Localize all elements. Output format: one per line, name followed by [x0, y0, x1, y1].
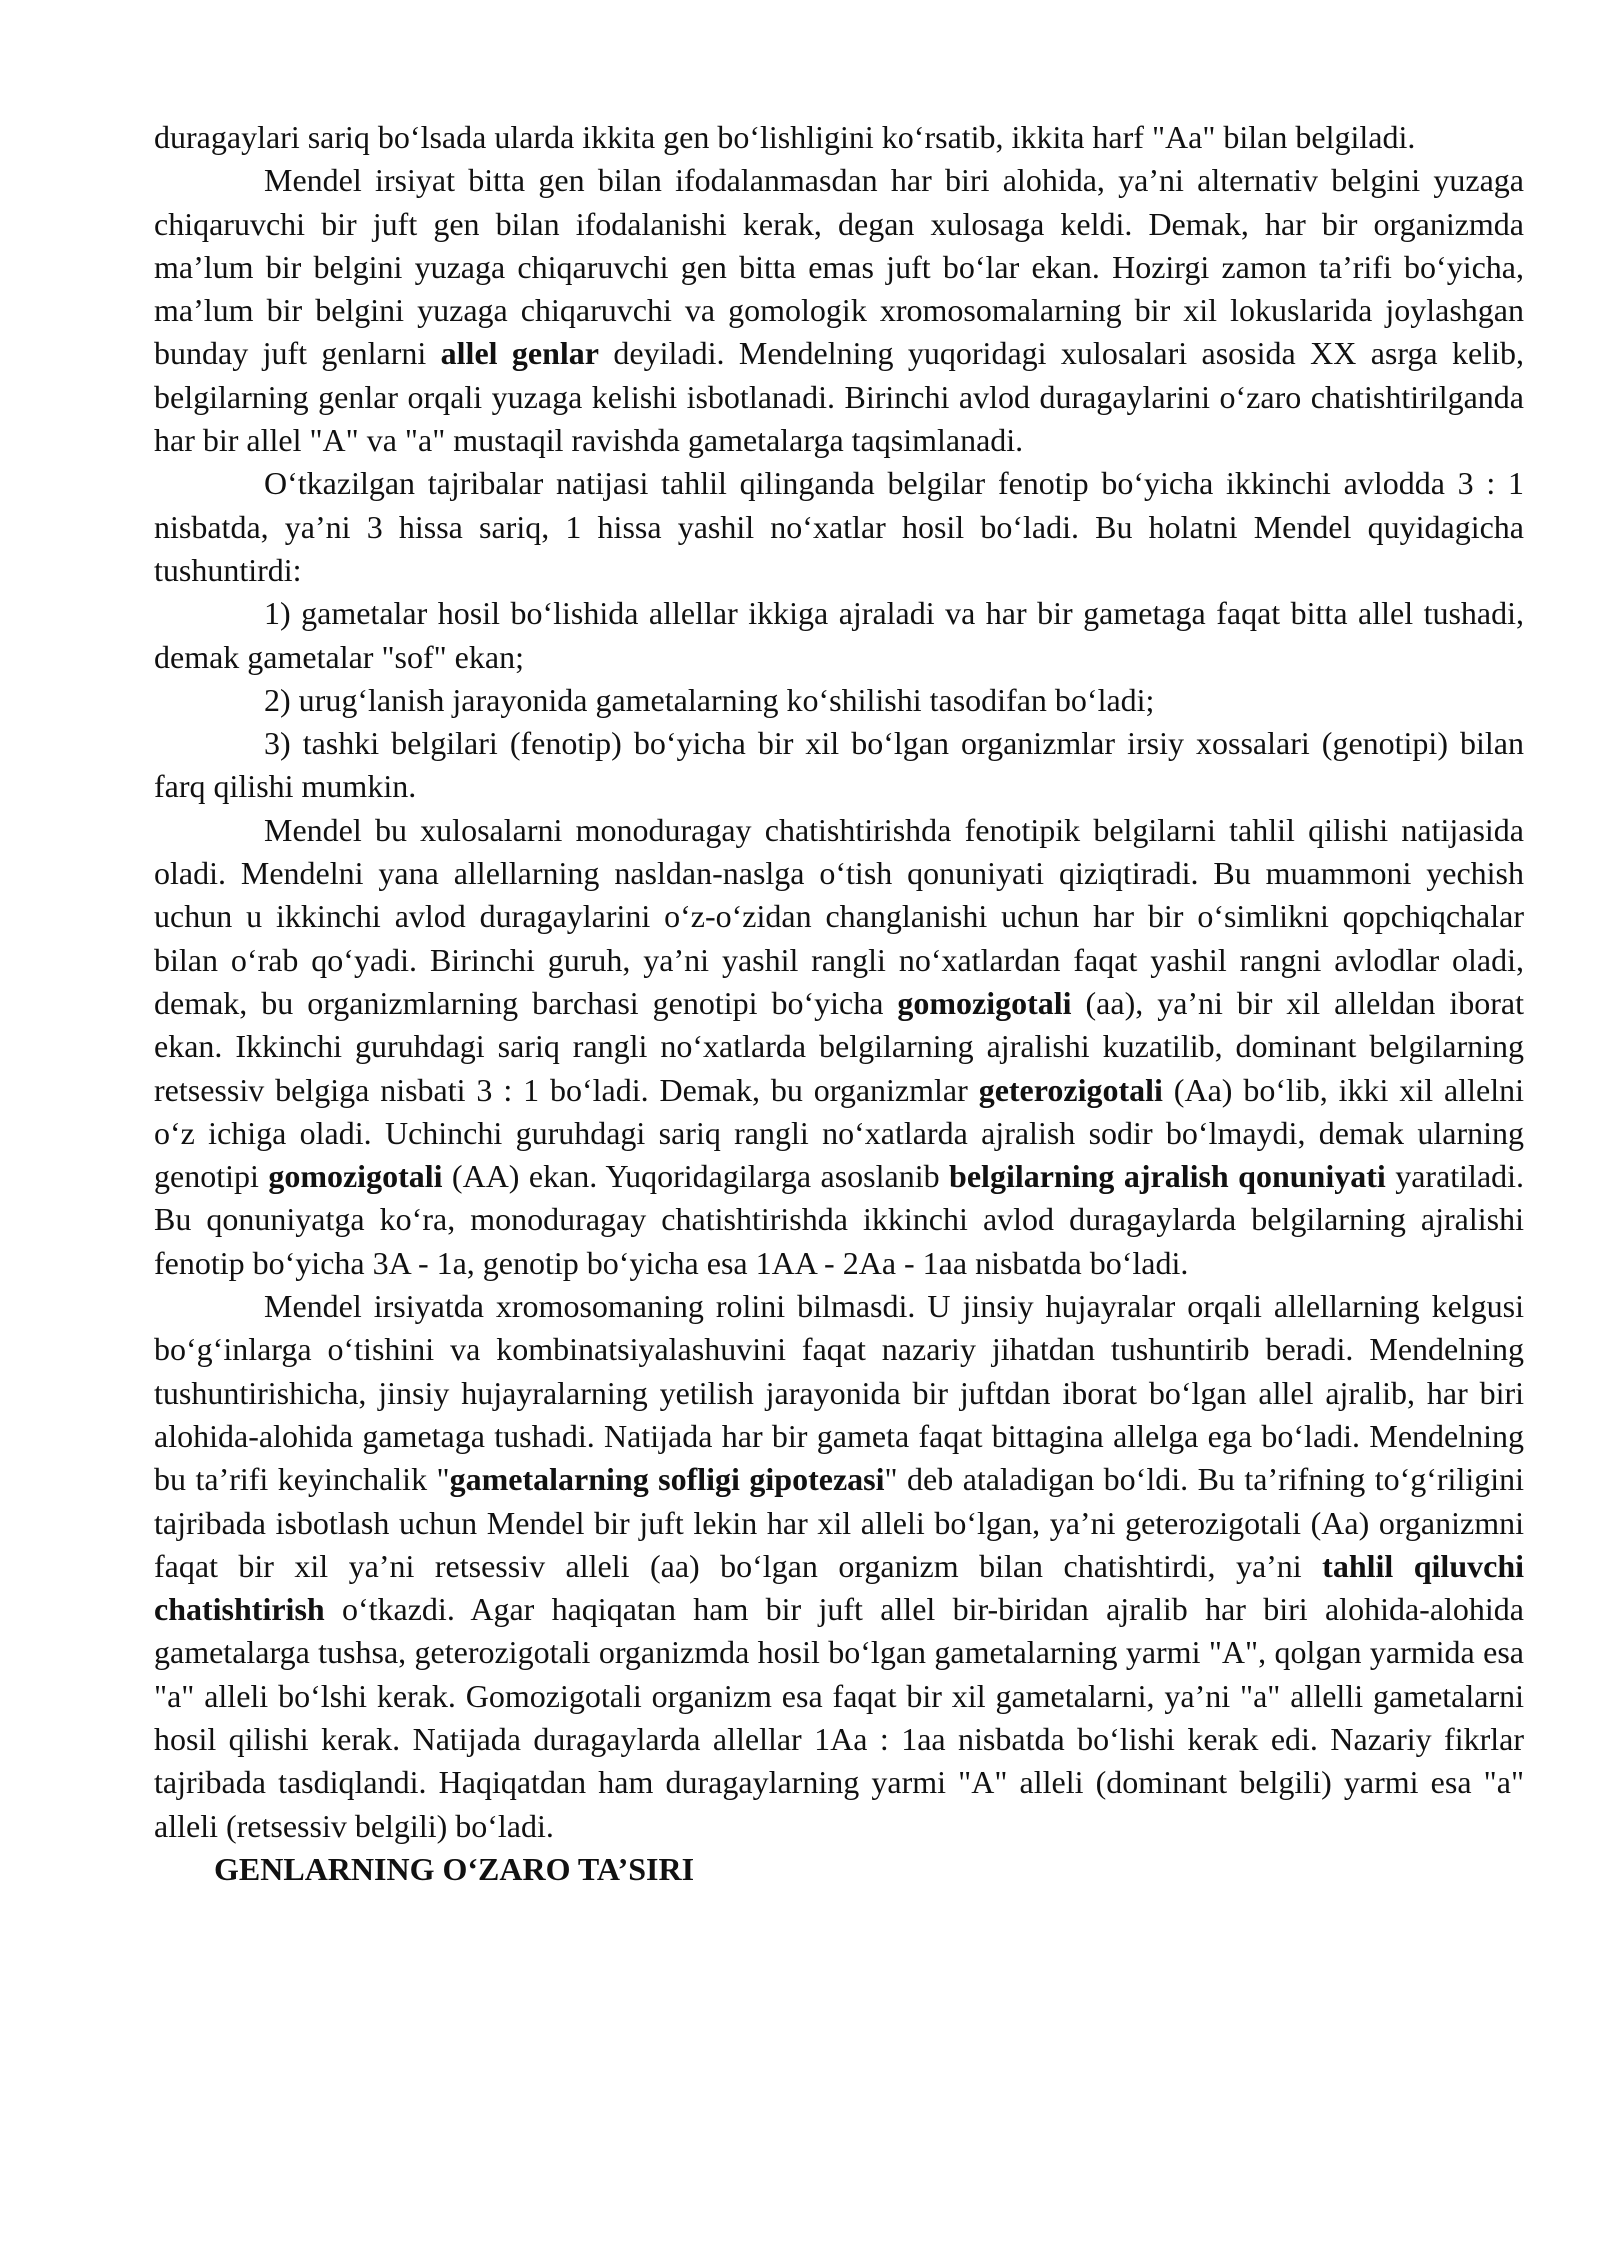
text-run: (Aa) bo‘lib, ikki xil allelni o‘z ichiga oladi. Uchinchi guruhdagi sariq rangli no‘xatlarda ajralish sodir bo‘lmaydi, demak ularning genotipi	[154, 1071, 1525, 1195]
text-run: " deb ataladigan bo‘ldi. Bu ta’rifning to‘g‘riligini tajribada isbotlash uchun Mendel bir juft lekin har xil alleli bo‘lgan, ya’ni geterozigotali (Aa) organizmni faqat bir xil ya’ni retsessiv alleli (aa) bo‘lgan organizm bilan chatishtirdi, ya’ni	[154, 1461, 1524, 1584]
text-run: Mendel irsiyat bitta gen bilan ifodalanmasdan har biri alohida, ya’ni alternativ belgini yuzaga chiqaruvchi bir juft gen bilan ifodalanishi kerak, degan xulosaga keldi. Demak, har bir organizmda ma’lum bir belgini yuzaga chiqaruvchi gen bitta emas juft bo‘lar ekan. Hozirgi zamon ta’rifi bo‘yicha, ma’lum bir belgini yuzaga chiqaruvchi va gomologik xromosomalarning bir xil lokuslarida joylashgan bunday juft genlarni	[154, 162, 1524, 372]
text-run: 3) tashki belgilari (fenotip) bo‘yicha bir xil bo‘lgan organizmlar irsiy xossalari (genotipi) bilan farq qilishi mumkin.	[154, 725, 1524, 805]
text-run: Mendel irsiyatda xromosomaning rolini bilmasdi. U jinsiy hujayralar orqali allellarning kelgusi bo‘g‘inlarga o‘tishini va kombinatsiyalashuvini faqat nazariy jihatdan tushuntirib beradi. Mendelning tushuntirishicha, jinsiy hujayralarning yetilish jarayonida bir juftdan iborat bo‘lgan allel ajralib, har biri alohida-alohida gametaga tushadi. Natijada har bir gameta faqat bittagina allelga ega bo‘ladi. Mendelning bu ta’rifi keyinchalik "	[154, 1288, 1524, 1498]
paragraph	[154, 592, 1524, 679]
bold-term: tahlil qiluvchi chatishtirish	[154, 1547, 1525, 1628]
bold-term: gametalarning sofligi gipotezasi	[449, 1461, 885, 1498]
section-heading: GENLARNING O‘ZARO TA’SIRI	[214, 1850, 695, 1887]
text-run: 1) gametalar hosil bo‘lishida allellar ikkiga ajraladi va har bir gametaga faqat bitta allel tushadi, demak gametalar "sof" ekan;	[154, 595, 1524, 675]
paragraph	[154, 809, 1524, 1285]
text-run: o‘tkazdi. Agar haqiqatan ham bir juft allel bir-biridan ajralib har biri alohida-alohida gametalarga tushsa, geterozigotali organizmda hosil bo‘lgan gametalarning yarmi "A", qolgan yarmida esa "a" alleli bo‘lshi kerak. Gomozigotali organizm esa faqat bir xil gametalarni, ya’ni "a" allelli gametalarni hosil qilishi kerak. Natijada duragaylarda allellar 1Aa : 1aa nisbatda bo‘lishi kerak edi. Nazariy fikrlar tajribada tasdiqlandi. Haqiqatdan ham duragaylarning yarmi "A" alleli (dominant belgili) yarmi esa "a" alleli (retsessiv belgili) bo‘ladi.	[154, 1591, 1524, 1844]
paragraph	[154, 722, 1524, 809]
text-run: Mendel bu xulosalarni monoduragay chatishtirishda fenotipik belgilarni tahlil qilishi natijasida oladi. Mendelni yana allellarning nasldan-naslga o‘tish qonuniyati qiziqtiradi. Bu muammoni yechish uchun u ikkinchi avlod duragaylarini o‘z-o‘zidan changlanishi uchun har bir o‘simlikni qopchiqchalar bilan o‘rab qo‘yadi. Birinchi guruh, ya’ni yashil rangli no‘xatlardan faqat yashil rangni avlodlar oladi, demak, bu organizmlarning barchasi genotipi bo‘yicha	[154, 811, 1524, 1021]
bold-term: gomozigotali	[268, 1158, 443, 1195]
text-run: O‘tkazilgan tajribalar natijasi tahlil qilinganda belgilar fenotip bo‘yicha ikkinchi avlodda 3 : 1 nisbatda, ya’ni 3 hissa sariq, 1 hissa yashil no‘xatlar hosil bo‘ladi. Bu holatni Mendel quyidagicha tushuntirdi:	[154, 465, 1524, 588]
text-run: 2) urug‘lanish jarayonida gametalarning ko‘shilishi tasodifan bo‘ladi;	[264, 681, 1155, 718]
text-run: (aa), ya’ni bir xil alleldan iborat ekan. Ikkinchi guruhdagi sariq rangli no‘xatlarda belgilarning ajralishi kuzatilib, dominant belgilarning retsessiv belgiga nisbati 3 : 1 bo‘ladi. Demak, bu organizmlar	[154, 984, 1525, 1108]
paragraph	[154, 159, 1524, 462]
paragraph	[154, 116, 1524, 159]
document-body	[154, 116, 1524, 1848]
bold-term: allel genlar	[440, 335, 600, 372]
bold-term: geterozigotali	[978, 1071, 1163, 1108]
bold-term: belgilarning ajralish qonuniyati	[949, 1158, 1386, 1195]
paragraph	[154, 462, 1524, 592]
paragraph	[154, 679, 1524, 722]
text-run: (AA) ekan. Yuqoridagilarga asoslanib	[442, 1158, 950, 1195]
text-run: duragaylari sariq bo‘lsada ularda ikkita gen bo‘lishligini ko‘rsatib, ikkita harf "Aa" bilan belgiladi.	[154, 119, 1416, 155]
text-run: yaratiladi. Bu qonuniyatga ko‘ra, monoduragay chatishtirishda ikkinchi avlod duragaylarda belgilarning ajralishi fenotip bo‘yicha 3A - 1a, genotip bo‘yicha esa 1AA - 2Aa - 1aa nisbatda bo‘ladi.	[154, 1158, 1525, 1281]
text-run: deyiladi. Mendelning yuqoridagi xulosalari asosida XX asrga kelib, belgilarning genlar orqali yuzaga kelishi isbotlanadi. Birinchi avlod duragaylarini o‘zaro chatishtirilganda har bir allel "A" va "a" mustaqil ravishda gametalarga taqsimlanadi.	[154, 335, 1525, 459]
bold-term: gomozigotali	[897, 984, 1072, 1021]
paragraph	[154, 1285, 1524, 1848]
